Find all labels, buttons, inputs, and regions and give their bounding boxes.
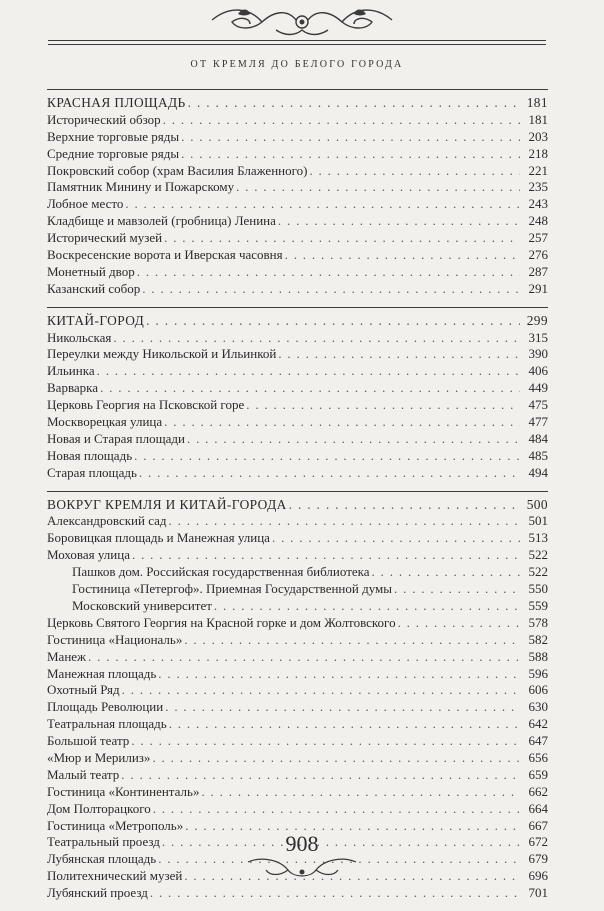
- dot-leader: [187, 431, 520, 448]
- footer-ornament: [0, 856, 604, 883]
- toc-entry-page: 559: [528, 597, 548, 613]
- toc-entry: [47, 448, 548, 465]
- dot-leader: [132, 547, 520, 564]
- toc-entry-title: Москворецкая улица: [47, 414, 163, 430]
- toc-entry-page: 477: [528, 414, 548, 430]
- dot-leader: [181, 129, 520, 146]
- toc-entry: [47, 196, 548, 213]
- toc-entry-title: Театральный проезд: [47, 834, 160, 850]
- toc-entry-page: 667: [528, 817, 548, 833]
- toc-entry-title: Гостиница «Метрополь»: [47, 817, 184, 833]
- toc-section-heading: [47, 95, 548, 112]
- toc-entry-title: Манеж: [47, 648, 87, 664]
- toc-heading-title: КРАСНАЯ ПЛОЩАДЬ: [47, 95, 186, 110]
- toc-entry-title: Лубянский проезд: [47, 885, 148, 901]
- toc-entry-title: Старая площадь: [47, 464, 137, 480]
- dot-leader: [246, 397, 520, 414]
- toc-entry: [47, 801, 548, 818]
- toc-entry-title: Боровицкая площадь и Манежная улица: [47, 530, 270, 546]
- toc-entry-page: 606: [528, 682, 548, 698]
- dot-leader: [309, 163, 520, 180]
- toc-entry-page: 287: [528, 263, 548, 279]
- dot-leader: [278, 346, 520, 363]
- toc-entry-page: 701: [528, 885, 548, 901]
- section-rule: [47, 89, 548, 90]
- toc-entry-page: 656: [528, 749, 548, 765]
- toc-entry-title: Лобное место: [47, 196, 124, 212]
- dot-leader: [181, 146, 520, 163]
- toc-entry-page: 218: [528, 145, 548, 161]
- dot-leader: [272, 530, 520, 547]
- toc-section-heading: [47, 313, 548, 330]
- toc-heading-title: ВОКРУГ КРЕМЛЯ И КИТАЙ-ГОРОДА: [47, 496, 287, 512]
- toc-entry-title: Площадь Революции: [47, 699, 164, 715]
- dot-leader: [122, 682, 520, 699]
- dot-leader: [163, 112, 520, 129]
- toc-entry: [47, 163, 548, 180]
- toc-entry: [47, 699, 548, 716]
- toc-entry-page: 642: [528, 716, 548, 732]
- dot-leader: [137, 264, 520, 281]
- toc-entry: [47, 716, 548, 733]
- toc-subentry: [47, 581, 548, 598]
- section-rule: [47, 307, 548, 308]
- toc-entry-title: Средние торговые ряды: [47, 145, 180, 161]
- dot-leader: [131, 733, 520, 750]
- dot-leader: [398, 615, 520, 632]
- toc-entry-page: 647: [528, 733, 548, 749]
- toc-section-krasnaya-ploshchad: [47, 89, 548, 298]
- toc-entry-page: 494: [528, 464, 548, 480]
- dot-leader: [146, 313, 520, 330]
- toc-entry-page: 672: [528, 834, 548, 850]
- dot-leader: [152, 750, 520, 767]
- toc-entry-title: Церковь Святого Георгия на Красной горке и дом Жолтовского: [47, 614, 396, 630]
- toc-heading-page: 500: [526, 496, 548, 512]
- toc-entry: [47, 682, 548, 699]
- toc-entry-page: 550: [528, 581, 548, 597]
- dot-leader: [285, 247, 520, 264]
- page-number: 908: [285, 831, 319, 856]
- toc-entry: [47, 784, 548, 801]
- toc-entry-page: 513: [528, 530, 548, 546]
- toc-entry-title: Александровский сад: [47, 513, 167, 529]
- toc-entry-title: Покровский собор (храм Василия Блаженного): [47, 162, 308, 178]
- dot-leader: [153, 801, 520, 818]
- toc-entry: [47, 146, 548, 163]
- toc-subentry: [47, 598, 548, 615]
- dot-leader: [201, 784, 520, 801]
- toc-entry: [47, 230, 548, 247]
- toc-entry-title: Исторический музей: [47, 230, 163, 246]
- dot-leader: [134, 448, 520, 465]
- dot-leader: [394, 581, 520, 598]
- toc-heading-page: 181: [526, 95, 548, 110]
- dot-leader: [150, 885, 520, 902]
- toc-entry-title: Дом Полторацкого: [47, 800, 151, 816]
- toc-entry: [47, 179, 548, 196]
- toc-entry-title: Переулки между Никольской и Ильинкой: [47, 346, 277, 362]
- toc-entry-page: 596: [528, 665, 548, 681]
- toc-entry-title: Воскресенские ворота и Иверская часовня: [47, 247, 283, 263]
- toc-entry: [47, 346, 548, 363]
- dot-leader: [169, 513, 520, 530]
- toc-entry-page: 664: [528, 800, 548, 816]
- toc-entry: [47, 213, 548, 230]
- toc-entry: [47, 733, 548, 750]
- toc-entry-page: 449: [528, 380, 548, 396]
- toc-entry-page: 475: [528, 397, 548, 413]
- toc-entry-title: Казанский собор: [47, 280, 141, 296]
- toc-entry-page: 662: [528, 783, 548, 799]
- toc-entry-title: Большой театр: [47, 733, 130, 749]
- header-ornament: [0, 0, 604, 50]
- toc-entry-page: 696: [528, 868, 548, 884]
- toc-entry: [47, 632, 548, 649]
- dot-leader: [164, 230, 520, 247]
- dot-leader: [121, 767, 520, 784]
- toc-entry-title: Гостиница «Националь»: [47, 631, 183, 647]
- dot-leader: [142, 281, 520, 298]
- toc-entry-page: 578: [528, 614, 548, 630]
- running-head: ОТ КРЕМЛЯ ДО БЕЛОГО ГОРОДА: [190, 59, 404, 70]
- toc-entry-title: Ильинка: [47, 363, 95, 379]
- toc-entry-title: Театральная площадь: [47, 716, 167, 732]
- toc-entry-title: Охотный Ряд: [47, 682, 120, 698]
- toc-entry-title: Гостиница «Петергоф». Приемная Государственной думы: [72, 581, 393, 597]
- toc-entry-page: 406: [528, 363, 548, 379]
- toc-entry-title: Монетный двор: [47, 263, 135, 279]
- toc-entry: [47, 330, 548, 347]
- toc-entry-page: 588: [528, 648, 548, 664]
- toc-entry: [47, 885, 548, 902]
- dot-leader: [97, 363, 520, 380]
- toc-entry-page: 630: [528, 699, 548, 715]
- toc-entry-title: Новая площадь: [47, 447, 133, 463]
- toc-heading-title: КИТАЙ-ГОРОД: [47, 312, 145, 328]
- toc-entry: [47, 615, 548, 632]
- dot-leader: [165, 699, 520, 716]
- toc-entry-page: 221: [528, 162, 548, 178]
- dot-leader: [372, 564, 520, 581]
- dot-leader: [139, 465, 520, 482]
- toc-entry-title: Малый театр: [47, 766, 120, 782]
- header-rule-thin: [48, 44, 546, 45]
- toc-entry-title: Варварка: [47, 380, 99, 396]
- toc-entry-title: Памятник Минину и Пожарскому: [47, 179, 235, 195]
- toc-entry-page: 582: [528, 631, 548, 647]
- toc-entry: [47, 414, 548, 431]
- toc-entry: [47, 247, 548, 264]
- toc-entry-page: 501: [528, 513, 548, 529]
- toc-entry: [47, 465, 548, 482]
- dot-leader: [184, 632, 520, 649]
- toc-entry-page: 181: [528, 111, 548, 127]
- toc-entry-title: Московский университет: [72, 597, 212, 613]
- toc-entry: [47, 649, 548, 666]
- toc-entry-title: Кладбище и мавзолей (гробница) Ленина: [47, 213, 276, 229]
- toc-entry: [47, 513, 548, 530]
- toc-section-kitay-gorod: [47, 307, 548, 482]
- toc-entry: [47, 112, 548, 129]
- toc-entry-title: Пашков дом. Российская государственная библиотека: [72, 564, 370, 580]
- toc-entry-page: 243: [528, 196, 548, 212]
- toc-entry-page: 659: [528, 766, 548, 782]
- toc-entry-title: Исторический обзор: [47, 111, 161, 127]
- toc-entry-title: «Мюр и Мерилиз»: [47, 749, 151, 765]
- toc-entry-page: 248: [528, 213, 548, 229]
- toc-entry-page: 390: [528, 346, 548, 362]
- toc-entry: [47, 530, 548, 547]
- toc-entry: [47, 363, 548, 380]
- dot-leader: [214, 598, 520, 615]
- toc-entry: [47, 547, 548, 564]
- toc-entry: [47, 380, 548, 397]
- toc-heading-page: 299: [526, 312, 548, 328]
- toc-entry: [47, 431, 548, 448]
- toc-entry-page: 522: [528, 564, 548, 580]
- dot-leader: [164, 414, 520, 431]
- table-of-contents: [47, 89, 548, 911]
- toc-entry: [47, 767, 548, 784]
- toc-entry: [47, 129, 548, 146]
- toc-entry-page: 679: [528, 851, 548, 867]
- toc-entry-page: 484: [528, 430, 548, 446]
- toc-entry-title: Лубянская площадь: [47, 851, 157, 867]
- toc-subentry: [47, 564, 548, 581]
- toc-entry-page: 257: [528, 230, 548, 246]
- toc-entry-title: Политехнический музей: [47, 868, 183, 884]
- dot-leader: [125, 196, 520, 213]
- toc-entry-page: 291: [528, 280, 548, 296]
- toc-entry-page: 276: [528, 247, 548, 263]
- dot-leader: [169, 716, 520, 733]
- dot-leader: [289, 497, 520, 514]
- toc-section-heading: [47, 497, 548, 514]
- toc-entry-page: 485: [528, 447, 548, 463]
- toc-entry: [47, 750, 548, 767]
- toc-entry-title: Никольская: [47, 329, 112, 345]
- toc-entry: [47, 397, 548, 414]
- toc-entry-page: 315: [528, 329, 548, 345]
- toc-entry: [47, 281, 548, 298]
- toc-entry-title: Манежная площадь: [47, 665, 157, 681]
- dot-leader: [278, 213, 520, 230]
- dot-leader: [188, 95, 520, 112]
- toc-entry: [47, 666, 548, 683]
- toc-entry-page: 203: [528, 128, 548, 144]
- toc-entry-page: 235: [528, 179, 548, 195]
- toc-entry-page: 522: [528, 547, 548, 563]
- dot-leader: [158, 666, 520, 683]
- dot-leader: [236, 179, 520, 196]
- dot-leader: [88, 649, 520, 666]
- toc-entry: [47, 264, 548, 281]
- toc-entry-title: Верхние торговые ряды: [47, 128, 180, 144]
- toc-entry-title: Гостиница «Континенталь»: [47, 783, 200, 799]
- toc-entry-title: Моховая улица: [47, 547, 130, 563]
- dot-leader: [100, 380, 520, 397]
- header-rule-top: [48, 40, 546, 41]
- toc-entry-title: Новая и Старая площади: [47, 430, 185, 446]
- dot-leader: [113, 330, 520, 347]
- section-rule: [47, 491, 548, 492]
- toc-entry-title: Церковь Георгия на Псковской горе: [47, 397, 245, 413]
